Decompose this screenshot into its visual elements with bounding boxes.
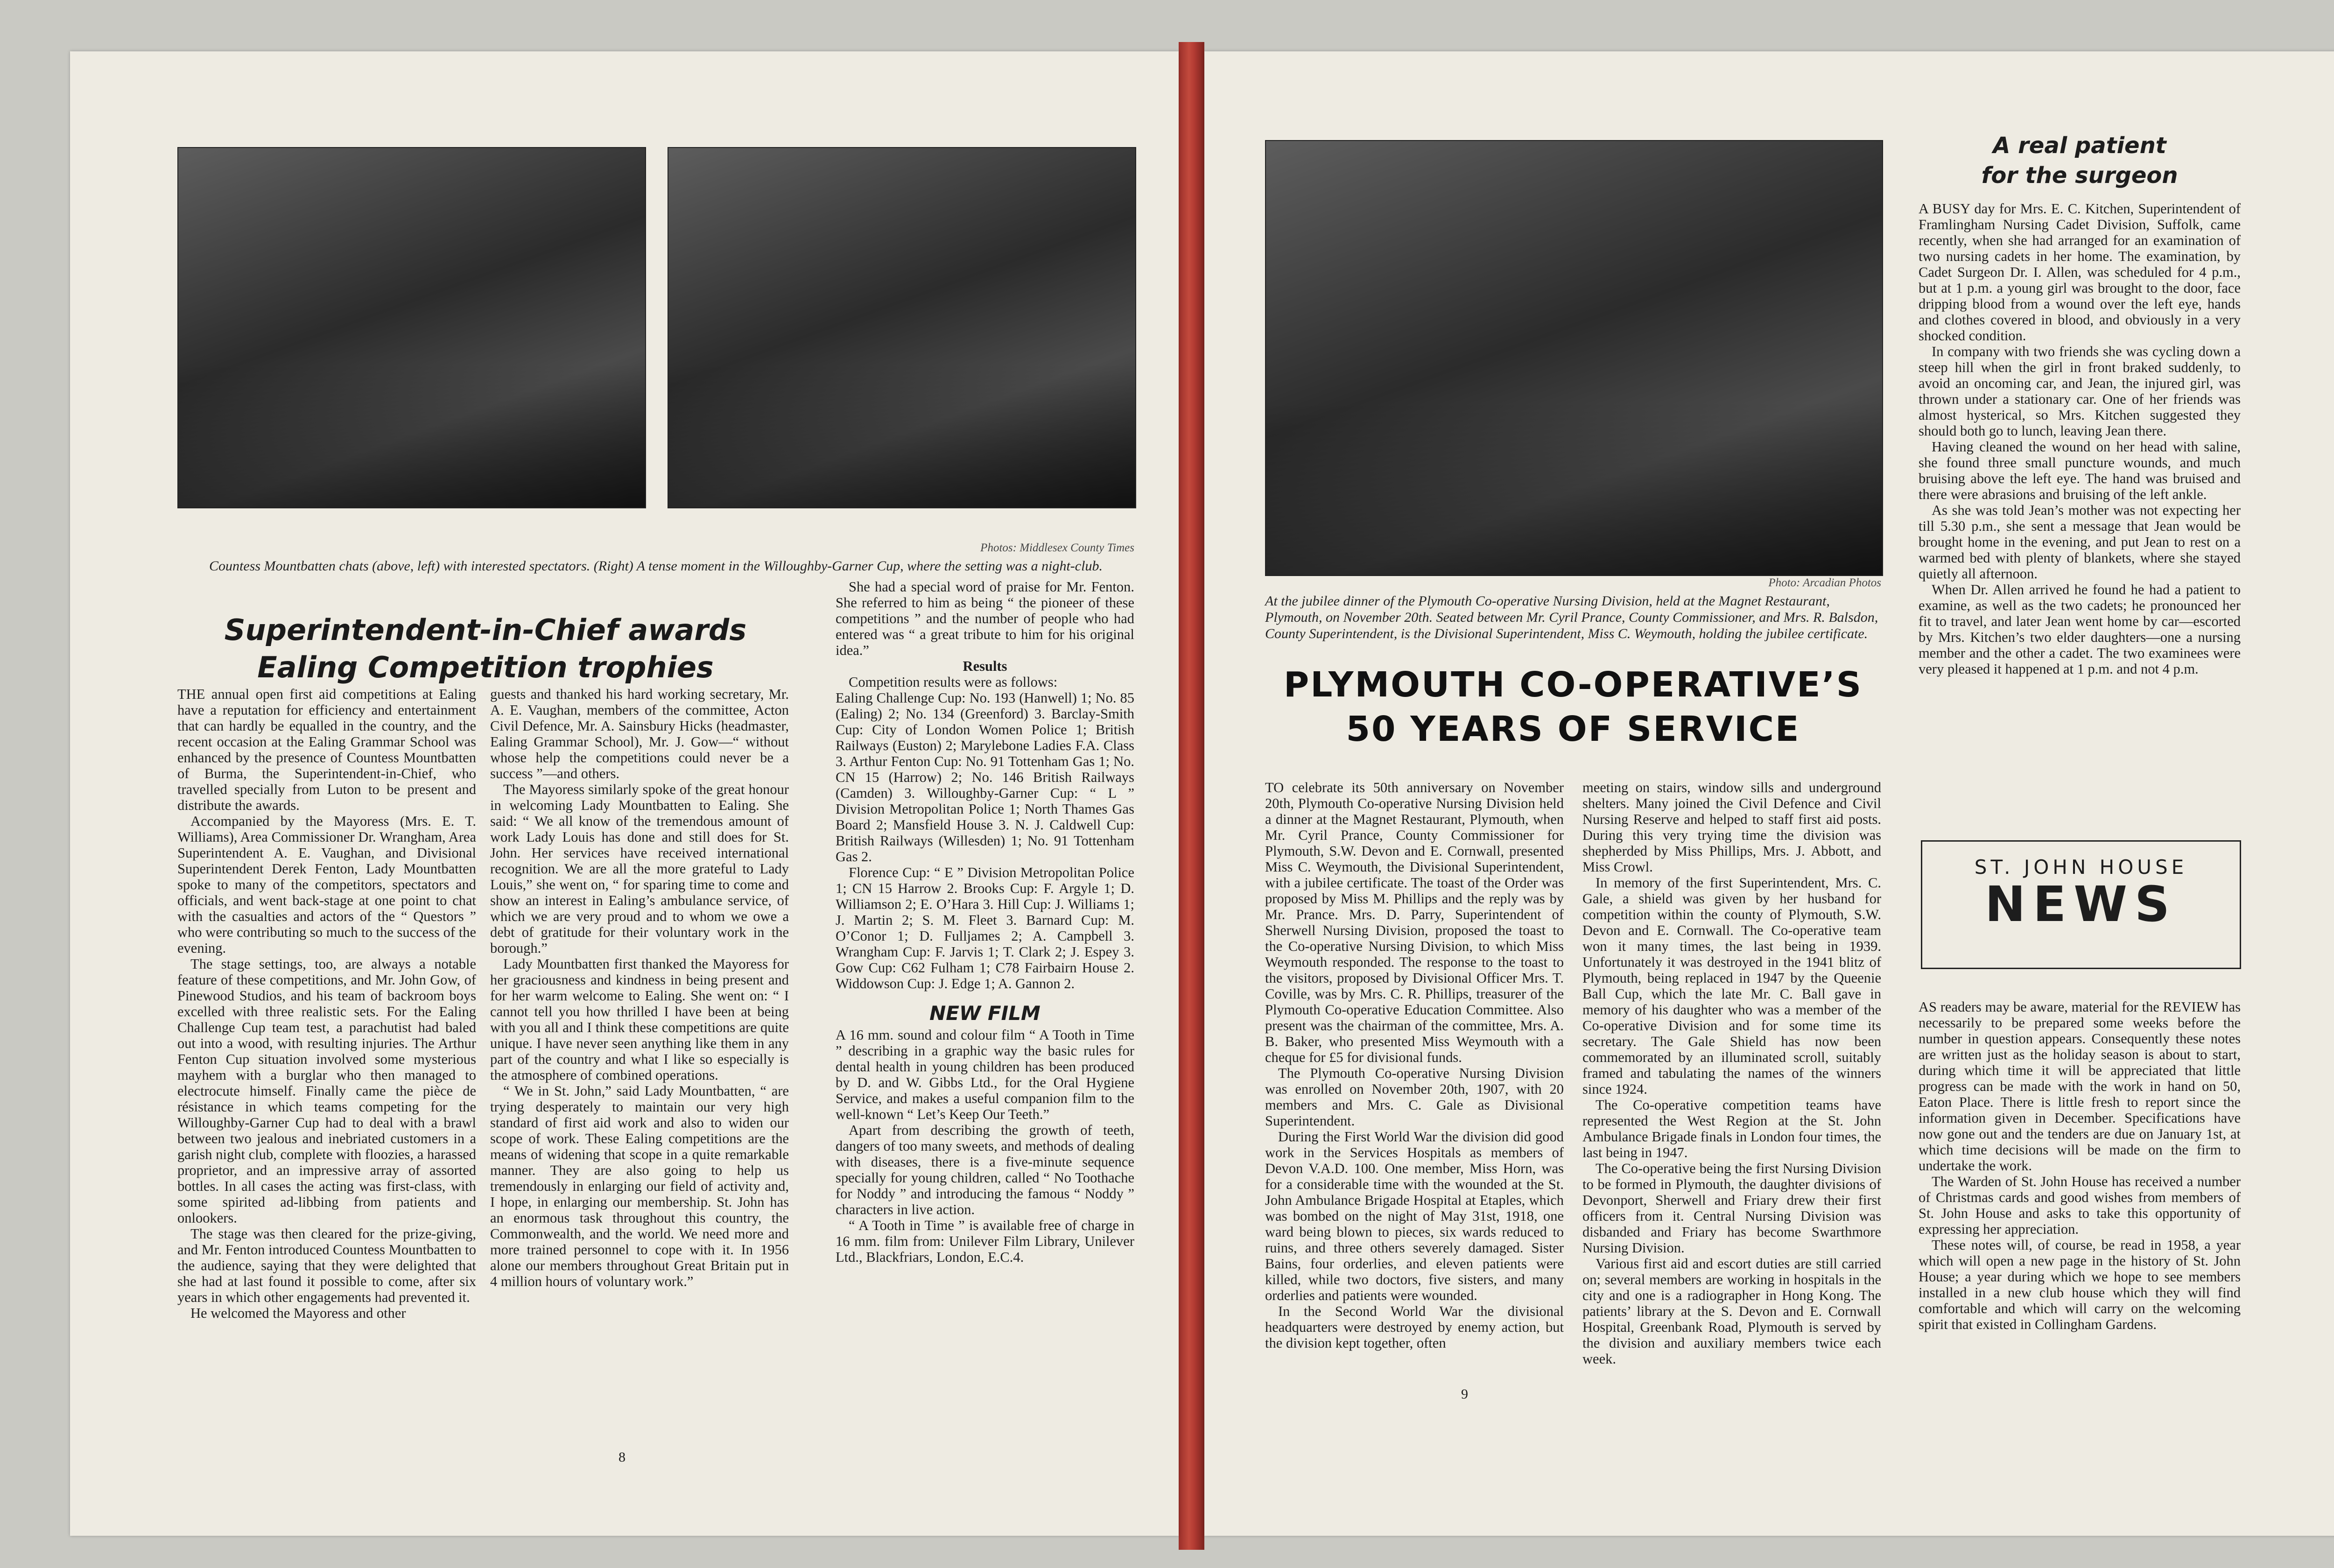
paragraph: A BUSY day for Mrs. E. C. Kitchen, Superintendent of Framlingham Nursing Cadet Division, Suffolk, came recently, when she had arranged for an examination of two nursing cadets in her home. The examination, by Cadet Surgeon Dr. I. Allen, was scheduled for 4 p.m., but at 1 p.m. a young girl was brought to the door, face dripping blood from a wound over the left eye, hands and clothes covered in blood, and obviously in a very shocked condition.	[1919, 201, 2241, 344]
new-film-heading: NEW FILM	[929, 1002, 1040, 1025]
photo-credit: Photos: Middlesex County Times	[980, 541, 1134, 554]
article-headline	[1265, 663, 1881, 752]
headline-line-1: PLYMOUTH CO-OPERATIVE’S	[1284, 665, 1863, 705]
paragraph: He welcomed the Mayoress and other	[190, 1305, 406, 1321]
photo-night-club-competition	[668, 147, 1136, 508]
paragraph: The stage settings, too, are always a notable feature of these competitions, and Mr. John Gow, of Pinewood Studios, and his team of backroom boys excelled with three realistic sets. For the Ealing Challenge Cup team test, a parachutist had baled out into a wood, with resulting injuries. The Arthur Fenton Cup situation involved some mysterious mayhem with a burglar who then managed to electrocute himself. Finally came the pièce de résistance in which teams competing for the Willoughby-Garner Cup had to deal with a brawl between two jealous and inebriated customers in a garish night club, complete with floozies, a harassed proprietor, and an impressive array of assorted bottles. In all cases the acting was first-class, with some spirited ad-libbing from patients and onlookers.	[177, 956, 476, 1226]
paragraph: In company with two friends she was cycling down a steep hill when the girl in front braked suddenly, to avoid an oncoming car, and Jean, the injured girl, was thrown under a stationary car. One of her friends was almost hysterical, so Mrs. Kitchen suggested they should both go to lunch, leaving Jean there.	[1919, 344, 2241, 439]
article-column-3	[836, 579, 1134, 1265]
headline-line-2: Ealing Competition trophies	[257, 650, 714, 684]
news-masthead-line-2: NEWS	[1985, 876, 2177, 933]
results-list: Ealing Challenge Cup: No. 193 (Hanwell) 1; No. 85 (Ealing) 2; No. 134 (Greenford) 3. Barclay-Smith Cup: City of London Women Police 1; British Railways (Euston) 2; Marylebone Ladies F.A. Class 3. Arthur Fenton Cup: No. 91 Tottenham Gas 1; No. CN 15 (Harrow) 2; No. 146 British Railways (Camden) 3. Willoughby-Garner Cup: “ L ” Division Metropolitan Police 1; North Thames Gas Board 2; Mansfield House 3. N. J. Caldwell Cup: British Railways (Willesden) 1; No. 91 Tottenham Gas 2.	[836, 690, 1134, 865]
paragraph: During the First World War the division did good work in the Services Hospitals as members of Devon V.A.D. 100. One member, Miss Horn, was for a considerable time with the wounded at the St. John Ambulance Brigade Hospital at Etaples, which was bombed on the night of May 31st, 1918, one ward being blown to pieces, six wards reduced to ruins, and three others severely damaged. Sister Bains, four orderlies, and eleven patients were killed, while two doctors, five sisters, and many orderlies and patients were wounded.	[1265, 1129, 1564, 1303]
right-page	[1204, 51, 2334, 1536]
news-masthead	[1921, 840, 2241, 969]
paragraph: Various first aid and escort duties are still carried on; several members are working in hospitals in the city and one is a radiographer in Hong Kong. The patients’ library at the S. Devon and E. Cornwall Hospital, Greenbank Road, Plymouth is served by the division and auxiliary members twice each week.	[1582, 1256, 1881, 1367]
results-list: Florence Cup: “ E ” Division Metropolitan Police 1; CN 15 Harrow 2. Brooks Cup: F. Argyle 1; D. Williamson 2; E. O’Hara 3. Hill Cup: J. Williams 1; J. Martin 2; S. M. Fleet 3. Barnard Cup: M. O’Conor 1; D. Fulljames 2; A. Campbell 3. Wrangham Cup: F. Jarvis 1; T. Clark 2; J. Espey 3. Gow Cup: C62 Fulham 1; C78 Fairbairn House 2. Widdowson Cup: J. Edge 1; A. Gannon 2.	[836, 865, 1134, 991]
article-column-1	[177, 686, 476, 1321]
paragraph: The Mayoress similarly spoke of the great honour in welcoming Lady Mountbatten to Ealing. She said: “ We all know of the tremendous amount of work Lady Louis has done and still does for St. John. Her services have received international recognition. We are all the more grateful to Lady Louis,” she went on, “ for sparing time to come and show an interest in Ealing’s ambulance service, of which we are very proud and to whom we owe a debt of gratitude for their voluntary work in the borough.”	[490, 781, 789, 956]
paragraph: In the Second World War the divisional headquarters were destroyed by enemy action, but the division kept together, often	[1265, 1303, 1564, 1351]
paragraph: meeting on stairs, window sills and underground shelters. Many joined the Civil Defence and Civil Nursing Reserve and helped to staff first aid posts. During this very trying time the division was shepherded by Miss Phillips, Mrs. J. Abbott, and Miss Crowl.	[1582, 780, 1881, 875]
paragraph: Accompanied by the Mayoress (Mrs. E. T. Williams), Area Commissioner Dr. Wrangham, Area Superintendent A. E. Vaughan, and Divisional Superintendent Derek Fenton, Lady Mountbatten spoke to many of the competitors, spectators and officials, and went back-stage at one point to chat with the casualties and actors of the “ Questors ” who were contributing so much to the success of the evening.	[177, 813, 476, 956]
paragraph: A 16 mm. sound and colour film “ A Tooth in Time ” describing in a graphic way the basic rules for dental health in young children has been produced by D. and W. Gibbs Ltd., for the Oral Hygiene Service, and makes a useful companion film to the well-known “ Let’s Keep Our Teeth.”	[836, 1027, 1134, 1122]
paragraph: The stage was then cleared for the prize-giving, and Mr. Fenton introduced Countess Mountbatten to the audience, saying that they were delighted that she had at last found it possible to come, after six years in which other engagements had prevented it.	[177, 1226, 476, 1305]
paragraph: The Co-operative being the first Nursing Division to be formed in Plymouth, the daughter divisions of Devonport, Sherwell and Friary drew their first officers from it. Central Nursing Division was disbanded and Friary has become Swarthmore Nursing Division.	[1582, 1160, 1881, 1256]
page-number: 8	[619, 1449, 626, 1465]
news-masthead-line-1: ST. JOHN HOUSE	[1974, 856, 2188, 879]
paragraph: These notes will, of course, be read in 1958, a year which will open a new page in the history of St. John House; a year during which we hope to see members installed in a new club house which they will find comfortable and which will carry on the welcoming spirit that existed in Collingham Gardens.	[1919, 1237, 2241, 1332]
sidebar-headline	[1919, 131, 2241, 190]
results-heading: Results	[963, 658, 1007, 674]
left-page	[70, 51, 1179, 1536]
paragraph: TO celebrate its 50th anniversary on November 20th, Plymouth Co-operative Nursing Division held a dinner at the Magnet Restaurant, Plymouth, when Mr. Cyril Prance, County Commissioner for Plymouth, S.W. Devon and E. Cornwall, presented Miss C. Weymouth, the Divisional Superintendent, with a jubilee certificate. The toast of the Order was proposed by Miss M. Phillips and the reply was by Mr. Prance. Mrs. D. Parry, Superintendent of Sherwell Nursing Division, proposed the toast to the Co-operative Nursing Division, to which Miss Weymouth responded. The response to the toast to the visitors, proposed by Divisional Officer Mrs. T. Coville, was by Mrs. C. R. Phillips, treasurer of the Plymouth Co-operative Education Committee. Also present was the chairman of the committee, Mrs. A. B. Baker, who presented Miss Weymouth with a cheque for £5 for divisional funds.	[1265, 780, 1564, 1065]
article-column-2	[1582, 780, 1881, 1367]
photo-caption: At the jubilee dinner of the Plymouth Co-operative Nursing Division, held at the Magnet Restaurant, Plymouth, on November 20th. Seated between Mr. Cyril Prance, County Commissioner, and Mrs. R. Balsdon, County Superintendent, is the Divisional Superintendent, Miss C. Weymouth, holding the jubilee certificate.	[1265, 593, 1878, 641]
sidebar-headline-line-1: A real patient	[1993, 133, 2166, 159]
paragraph: guests and thanked his hard working secretary, Mr. A. E. Vaughan, members of the committee, Acton Civil Defence, Mr. A. Sainsbury Hicks (headmaster, Ealing Grammar School), Mr. J. Gow—“ without whose help the competitions could never be a success ”—and others.	[490, 686, 789, 781]
article-column-1	[1265, 780, 1564, 1351]
paragraph: The Plymouth Co-operative Nursing Division was enrolled on November 20th, 1907, with 20 members and Mrs. C. Gale as Divisional Superintendent.	[1265, 1065, 1564, 1129]
paragraph: “ A Tooth in Time ” is available free of charge in 16 mm. film from: Unilever Film Library, Unilever Ltd., Blackfriars, London, E.C.4.	[836, 1217, 1134, 1265]
paragraph: Having cleaned the wound on her head with saline, she found three small puncture wounds, and much bruising above the left eye. The hand was bruised and there were abrasions and bruising of the left ankle.	[1919, 439, 2241, 502]
paragraph: As she was told Jean’s mother was not expecting her till 5.30 p.m., she sent a message that Jean would be brought home in the evening, and put Jean to rest on a warmed bed with plenty of blankets, where she stayed quietly all afternoon.	[1919, 502, 2241, 582]
paragraph: When Dr. Allen arrived he found he had a patient to examine, as well as the two cadets; he pronounced her fit to travel, and later Jean went home by car—escorted by Mrs. Kitchen’s two elder daughters—one a nursing member and the other a cadet. The two examinees were very pleased it happened at 1 p.m. and not 4 p.m.	[1919, 582, 2241, 677]
photo-jubilee-dinner	[1265, 140, 1883, 576]
paragraph: Competition results were as follows:	[849, 674, 1058, 690]
paragraph: She had a special word of praise for Mr. Fenton. She referred to him as being “ the pioneer of these competitions ” and the number of people who had entered was “ a great tribute to him for his original idea.”	[836, 579, 1134, 658]
headline-line-1: Superintendent-in-Chief awards	[224, 613, 747, 647]
sidebar-headline-line-2: for the surgeon	[1981, 162, 2178, 189]
headline-line-2: 50 YEARS OF SERVICE	[1346, 709, 1800, 749]
photo-caption: Countess Mountbatten chats (above, left) with interested spectators. (Right) A tense moment in the Willoughby-Garner Cup, where the setting was a night-club.	[209, 558, 1103, 574]
binding-gutter	[1179, 42, 1204, 1550]
sidebar-column	[1919, 201, 2241, 677]
paragraph: AS readers may be aware, material for the REVIEW has necessarily to be prepared some weeks before the number in question appears. Consequently these notes are written just as the holiday season is about to start, during which time it will be appreciated that little progress can be made with the work in hand on 50, Eaton Place. There is little fresh to report since the information given in December. Specifications have now gone out and the tenders are due on January 1st, at which time decisions will be made on the firm to undertake the work.	[1919, 999, 2241, 1174]
paragraph: “ We in St. John,” said Lady Mountbatten, “ are trying desperately to maintain our very high standard of first aid work and also to widen our scope of work. These Ealing competitions are the means of widening that scope in a quite remarkable manner. They are also going to help us tremendously in enlarging our field of activity and, I hope, in enlarging our membership. St. John has an enormous task throughout this country, the Commonwealth, and the world. We need more and more trained personnel to cope with it. In 1956 alone our members throughout Great Britain put in 4 million hours of voluntary work.”	[490, 1083, 789, 1289]
photo-countess-mountbatten	[177, 147, 646, 508]
news-column	[1919, 999, 2241, 1332]
page-number: 9	[1461, 1386, 1468, 1402]
article-column-2	[490, 686, 789, 1289]
paragraph: In memory of the first Superintendent, Mrs. C. Gale, a shield was given by her husband for competition within the county of Plymouth, S.W. Devon and E. Cornwall. The Co-operative team won it many times, the last being in 1939. Unfortunately it was destroyed in the 1941 blitz of Plymouth, being replaced in 1947 by the Queenie Ball Cup, which the late Mr. C. Ball gave in memory of his daughter who was a member of the Co-operative Division and for some time its secretary. The Gale Shield has now been commemorated by an illuminated scroll, suitably framed and tabulating the names of the winners since 1924.	[1582, 875, 1881, 1097]
photo-credit: Photo: Arcadian Photos	[1768, 577, 1881, 589]
paragraph: Apart from describing the growth of teeth, dangers of too many sweets, and methods of dealing with diseases, there is a five-minute sequence specially for young children, called “ No Toothache for Noddy ” and introducing the famous “ Noddy ” characters in live action.	[836, 1122, 1134, 1217]
paragraph: Lady Mountbatten first thanked the Mayoress for her graciousness and kindness in being present and for her warm welcome to Ealing. She went on: “ I cannot tell you how thrilled I have been at being with you all and I think these competitions are quite unique. I have never seen anything like them in any part of the country and what I like so especially is the atmosphere of combined operations.	[490, 956, 789, 1083]
paragraph: THE annual open first aid competitions at Ealing have a reputation for efficiency and entertainment that can hardly be equalled in the country, and the recent occasion at the Ealing Grammar School was enhanced by the presence of Countess Mountbatten of Burma, the Superintendent-in-Chief, who travelled specially from Luton to be present and distribute the awards.	[177, 686, 476, 813]
article-headline	[177, 612, 794, 686]
paragraph: The Co-operative competition teams have represented the West Region at the St. John Ambulance Brigade finals in London four times, the last being in 1947.	[1582, 1097, 1881, 1160]
paragraph: The Warden of St. John House has received a number of Christmas cards and good wishes from members of St. John House and asks to take this opportunity of expressing her appreciation.	[1919, 1174, 2241, 1237]
